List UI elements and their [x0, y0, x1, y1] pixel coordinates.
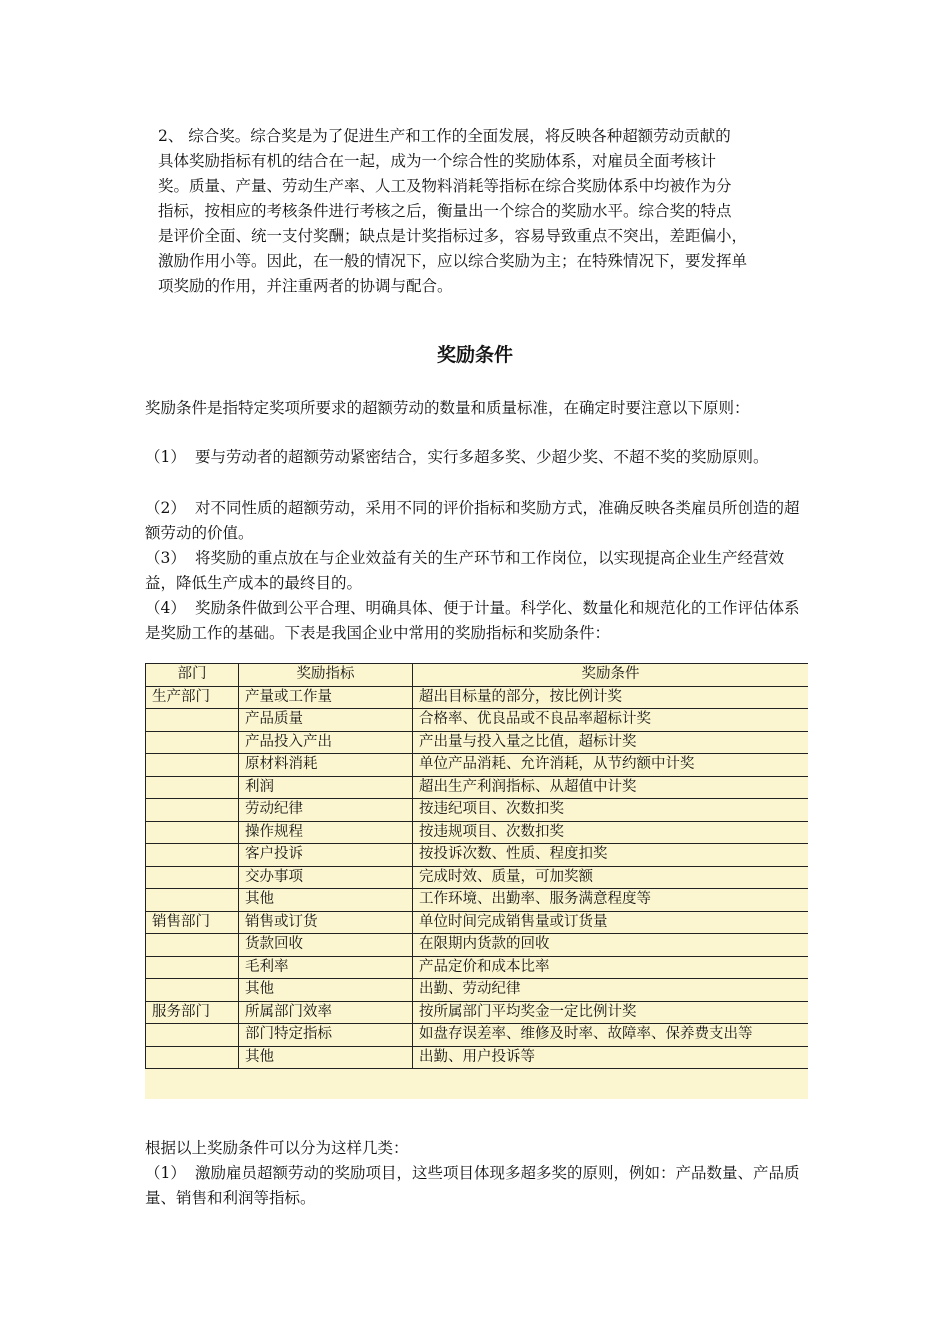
cell-condition: 在限期内货款的回收	[413, 934, 809, 957]
cell-condition: 按投诉次数、性质、程度扣奖	[413, 844, 809, 867]
header-condition: 奖励条件	[413, 664, 809, 687]
cell-indicator: 其他	[239, 1046, 413, 1069]
condition-text: 要与劳动者的超额劳动紧密结合，实行多超多奖、少超少奖、不超不奖的奖励原则。	[195, 448, 769, 466]
cell-condition: 超出生产利润指标、从超值中计奖	[413, 776, 809, 799]
cell-condition: 按所属部门平均奖金一定比例计奖	[413, 1001, 809, 1024]
cell-indicator: 其他	[239, 979, 413, 1002]
cell-condition: 超出目标量的部分，按比例计奖	[413, 686, 809, 709]
cell-department	[146, 956, 239, 979]
cell-condition: 如盘存误差率、维修及时率、故障率、保养费支出等	[413, 1024, 809, 1047]
paragraph-line: 具体奖励指标有机的结合在一起，成为一个综合性的奖励体系，对雇员全面考核计	[158, 152, 717, 170]
cell-condition: 产出量与投入量之比值，超标计奖	[413, 731, 809, 754]
cell-indicator: 部门特定指标	[239, 1024, 413, 1047]
cell-indicator: 交办事项	[239, 866, 413, 889]
cell-department	[146, 934, 239, 957]
cell-condition: 按违规项目、次数扣奖	[413, 821, 809, 844]
condition-item	[145, 445, 810, 470]
table-row	[146, 956, 809, 979]
cell-indicator: 原材料消耗	[239, 754, 413, 777]
header-indicator: 奖励指标	[239, 664, 413, 687]
cell-department	[146, 754, 239, 777]
table-row	[146, 1024, 809, 1047]
cell-indicator: 产量或工作量	[239, 686, 413, 709]
table-row	[146, 799, 809, 822]
table-row	[146, 844, 809, 867]
cell-department	[146, 731, 239, 754]
cell-department	[146, 821, 239, 844]
header-department: 部门	[146, 664, 239, 687]
cell-indicator: 所属部门效率	[239, 1001, 413, 1024]
cell-department	[146, 889, 239, 912]
condition-item	[145, 496, 810, 546]
cell-department	[146, 844, 239, 867]
cell-indicator: 操作规程	[239, 821, 413, 844]
paragraph-line: 是评价全面、统一支付奖酬；缺点是计奖指标过多，容易导致重点不突出，差距偏小，	[158, 227, 748, 245]
cell-condition: 按违纪项目、次数扣奖	[413, 799, 809, 822]
cell-condition: 工作环境、出勤率、服务满意程度等	[413, 889, 809, 912]
table-header-row	[146, 664, 809, 687]
table-row	[146, 686, 809, 709]
classification-intro: 根据以上奖励条件可以分为这样几类：	[145, 1139, 409, 1157]
cell-department	[146, 979, 239, 1002]
table-row	[146, 1001, 809, 1024]
cell-condition: 单位时间完成销售量或订货量	[413, 911, 809, 934]
cell-department	[146, 866, 239, 889]
table-row	[146, 754, 809, 777]
award-table	[145, 663, 808, 1069]
paragraph-composite-award	[158, 124, 806, 299]
table-row	[146, 1046, 809, 1069]
paragraph-line: 指标，按相应的考核条件进行考核之后，衡量出一个综合的奖励水平。综合奖的特点	[158, 202, 732, 220]
cell-condition: 产品定价和成本比率	[413, 956, 809, 979]
condition-number: （2）	[145, 499, 186, 517]
table-row	[146, 866, 809, 889]
cell-department: 生产部门	[146, 686, 239, 709]
intro-paragraph: 奖励条件是指特定奖项所要求的超额劳动的数量和质量标准，在确定时要注意以下原则：	[145, 399, 750, 417]
cell-condition: 出勤、劳动纪律	[413, 979, 809, 1002]
cell-indicator: 货款回收	[239, 934, 413, 957]
condition-number: （3）	[145, 549, 186, 567]
cell-indicator: 劳动纪律	[239, 799, 413, 822]
classification-number: （1）	[145, 1164, 186, 1182]
cell-indicator: 客户投诉	[239, 844, 413, 867]
table-row	[146, 709, 809, 732]
classification-item	[145, 1161, 810, 1211]
paragraph-line: 奖。质量、产量、劳动生产率、人工及物料消耗等指标在综合奖励体系中均被作为分	[158, 177, 732, 195]
cell-department	[146, 776, 239, 799]
condition-item	[145, 596, 810, 646]
cell-indicator: 销售或订货	[239, 911, 413, 934]
condition-text: 将奖励的重点放在与企业效益有关的生产环节和工作岗位，以实现提高企业生产经营效益，降低生产成本的最终目的。	[145, 549, 785, 592]
table-row	[146, 889, 809, 912]
cell-indicator: 产品投入产出	[239, 731, 413, 754]
paragraph-line: 项奖励的作用，并注重两者的协调与配合。	[158, 277, 453, 295]
table-row	[146, 979, 809, 1002]
table-row	[146, 821, 809, 844]
paragraph-line: 激励作用小等。因此，在一般的情况下，应以综合奖励为主；在特殊情况下，要发挥单	[158, 252, 748, 270]
cell-indicator: 其他	[239, 889, 413, 912]
cell-indicator: 毛利率	[239, 956, 413, 979]
cell-indicator: 利润	[239, 776, 413, 799]
paragraph-line: 2、 综合奖。综合奖是为了促进生产和工作的全面发展，将反映各种超额劳动贡献的	[158, 127, 731, 145]
condition-number: （1）	[145, 448, 186, 466]
cell-department: 服务部门	[146, 1001, 239, 1024]
condition-text: 奖励条件做到公平合理、明确具体、便于计量。科学化、数量化和规范化的工作评估体系是奖励工作的基础。下表是我国企业中常用的奖励指标和奖励条件：	[145, 599, 800, 642]
award-table-container	[145, 663, 808, 1099]
table-row	[146, 731, 809, 754]
table-row	[146, 911, 809, 934]
cell-condition: 单位产品消耗、允许消耗，从节约额中计奖	[413, 754, 809, 777]
table-row	[146, 776, 809, 799]
condition-number: （4）	[145, 599, 186, 617]
cell-condition: 完成时效、质量，可加奖额	[413, 866, 809, 889]
cell-department	[146, 1024, 239, 1047]
cell-indicator: 产品质量	[239, 709, 413, 732]
cell-department	[146, 1046, 239, 1069]
classification-text: 激励雇员超额劳动的奖励项目，这些项目体现多超多奖的原则，例如：产品数量、产品质量、销售和利润等指标。	[145, 1164, 800, 1207]
cell-department	[146, 709, 239, 732]
cell-department: 销售部门	[146, 911, 239, 934]
table-row	[146, 934, 809, 957]
section-heading: 奖励条件	[436, 344, 513, 366]
condition-item	[145, 546, 810, 596]
cell-condition: 合格率、优良品或不良品率超标计奖	[413, 709, 809, 732]
cell-department	[146, 799, 239, 822]
condition-text: 对不同性质的超额劳动，采用不同的评价指标和奖励方式，准确反映各类雇员所创造的超额劳动的价值。	[145, 499, 800, 542]
cell-condition: 出勤、用户投诉等	[413, 1046, 809, 1069]
